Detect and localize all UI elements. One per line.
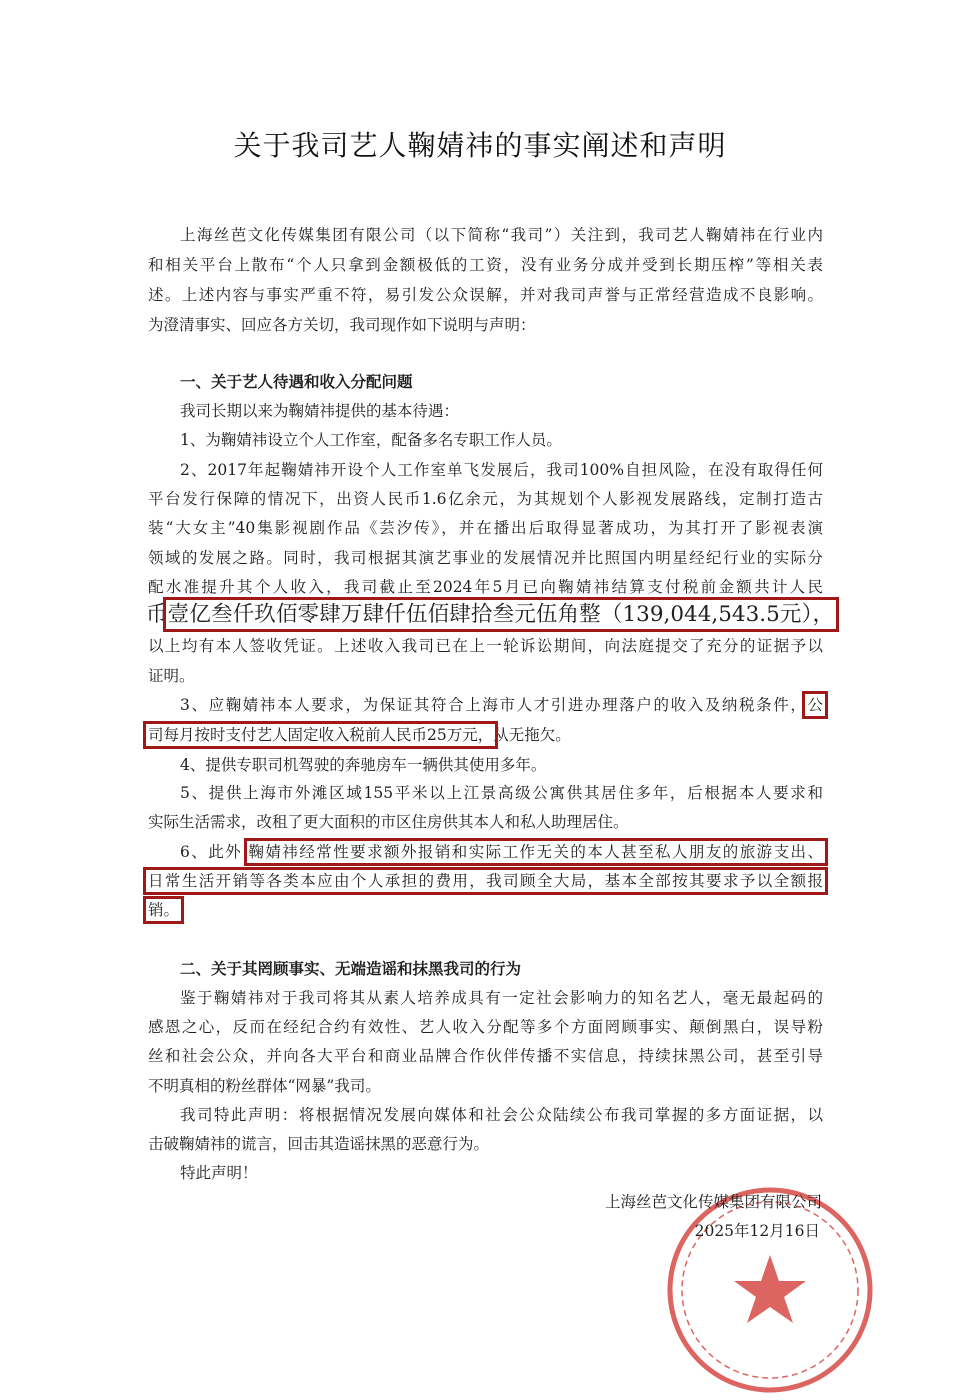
text-line [148, 517, 823, 539]
text-line [180, 429, 823, 451]
text-segment: 4、提供专职司机驾驶的奔驰房车一辆供其使用多年。 [180, 756, 547, 774]
text-segment: 一、关于艺人待遇和收入分配问题 [180, 372, 413, 391]
text-segment: 从无拖欠。 [493, 726, 571, 744]
text-segment: 2、2017年起鞠婧祎开设个人工作室单飞发展后，我司100%自担风险，在没有取得任何 [180, 461, 823, 479]
text-segment: 为澄清事实、回应各方关切，我司现作如下说明与声明： [148, 316, 536, 334]
text-segment: 特此声明！ [180, 1164, 258, 1182]
text-line [146, 601, 834, 629]
text-line [148, 314, 823, 336]
document-title: 关于我司艺人鞠婧祎的事实阐述和声明 [233, 129, 727, 162]
text-line [148, 576, 823, 598]
company-seal [660, 1180, 880, 1400]
text-segment: 装“大女主”40集影视剧作品《芸汐传》，并在播出后取得显著成功，为其打开了影视表演 [148, 519, 823, 537]
text-segment: 和相关平台上散布“个人只拿到金额极低的工资，没有业务分成并受到长期压榨”等相关表 [148, 256, 823, 274]
text-line [180, 224, 823, 246]
text-line [148, 870, 823, 892]
text-line [180, 400, 823, 422]
text-line [148, 547, 823, 569]
text-segment: 平台发行保障的情况下，出资人民币1.6亿余元，为其规划个人影视发展路线，定制打造古 [148, 490, 823, 508]
seal-star-icon [734, 1255, 806, 1323]
text-segment: 我司长期以来为鞠婧祎提供的基本待遇： [180, 402, 460, 420]
section-heading [180, 958, 823, 980]
text-segment: 上海丝芭文化传媒集团有限公司（以下简称“我司”）关注到，我司艺人鞠婧祎在行业内 [180, 226, 823, 244]
text-line [180, 841, 823, 863]
text-line [148, 1075, 823, 1097]
text-segment: 感恩之心，反而在经纪合约有效性、艺人收入分配等多个方面罔顾事实、颠倒黑白，误导粉 [148, 1018, 823, 1036]
signature-date: 2025年12月16日 [694, 1222, 820, 1240]
text-segment: 击破鞠婧祎的谎言，回击其造谣抹黑的恶意行为。 [148, 1135, 490, 1153]
highlighted-text: 日常生活开销等各类本应由个人承担的费用，我司顾全大局，基本全部按其要求予以全额报 [148, 872, 823, 890]
text-segment: 鉴于鞠婧祎对于我司将其从素人培养成具有一定社会影响力的知名艺人，毫无最起码的 [180, 989, 823, 1007]
text-segment: 证明。 [148, 667, 195, 685]
text-line [180, 987, 823, 1009]
text-segment: 实际生活需求，改租了更大面积的市区住房供其本人和私人助理居住。 [148, 813, 629, 831]
section-heading [180, 371, 823, 393]
text-line [180, 782, 823, 804]
text-line [180, 459, 823, 481]
text-line [180, 1104, 823, 1126]
text-line [180, 754, 823, 776]
text-line [148, 1045, 823, 1067]
text-line [148, 899, 823, 921]
text-segment: 领域的发展之路。同时，我司根据其演艺事业的发展情况并比照国内明星经纪行业的实际分 [148, 549, 823, 567]
highlighted-text: 鞠婧祎经常性要求额外报销和实际工作无关的本人甚至私人朋友的旅游支出、 [248, 843, 823, 861]
text-line [148, 284, 823, 306]
text-line [148, 811, 823, 833]
text-segment: 5、提供上海市外滩区域155平米以上江景高级公寓供其居住多年，后根据本人要求和 [180, 784, 823, 802]
text-segment: 不明真相的粉丝群体“网暴”我司。 [148, 1077, 381, 1095]
signature-company: 上海丝芭文化传媒集团有限公司 [604, 1193, 822, 1211]
text-segment: 1、为鞠婧祎设立个人工作室，配备多名专职工作人员。 [180, 431, 562, 449]
highlighted-text: 销。 [148, 901, 180, 919]
highlighted-text: 司每月按时支付艺人固定收入税前人民币25万元， [148, 726, 494, 744]
text-segment: 3、应鞠婧祎本人要求，为保证其符合上海市人才引进办理落户的收入及纳税条件， [180, 696, 808, 714]
text-line [148, 254, 823, 276]
text-segment: 丝和社会公众，并向各大平台和商业品牌合作伙伴传播不实信息，持续抹黑公司，甚至引导 [148, 1047, 823, 1065]
text-line [148, 488, 823, 510]
text-line [148, 665, 823, 687]
text-line [148, 1133, 823, 1155]
text-segment: 我司特此声明：将根据情况发展向媒体和社会公众陆续公布我司掌握的多方面证据，以 [180, 1106, 823, 1124]
text-line [148, 635, 823, 657]
text-segment: 述。上述内容与事实严重不符，易引发公众误解，并对我司声誉与正常经营造成不良影响。 [148, 286, 823, 304]
text-segment: 6、此外 [180, 843, 249, 861]
text-segment: 配水准提升其个人收入，我司截止至2024年5月已向鞠婧祎结算支付税前金额共计人民 [148, 578, 823, 596]
text-line [148, 1016, 823, 1038]
text-segment: 二、关于其罔顾事实、无端造谣和抹黑我司的行为 [180, 959, 522, 978]
highlighted-text: 公 [807, 696, 823, 714]
text-line [180, 694, 823, 716]
text-segment: 以上均有本人签收凭证。上述收入我司已在上一轮诉讼期间，向法庭提交了充分的证据予以 [148, 637, 823, 655]
text-segment: 币 [146, 602, 168, 627]
highlighted-text: 壹亿叁仟玖佰零肆万肆仟伍佰肆拾叁元伍角整（139,044,543.5元）， [167, 602, 834, 627]
text-line [148, 724, 823, 746]
